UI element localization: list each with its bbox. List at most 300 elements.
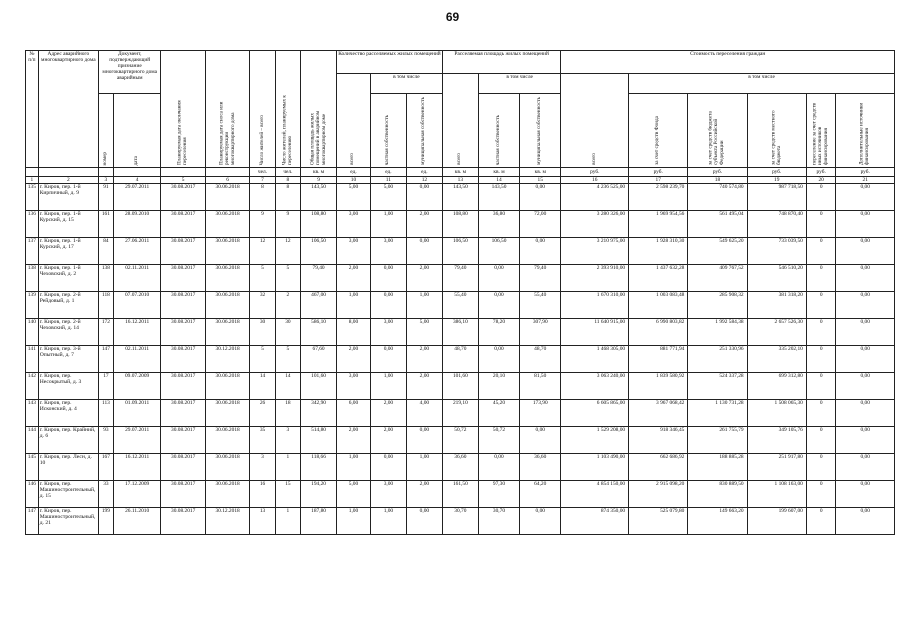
cell-cost-add: 0,00 xyxy=(836,265,895,292)
header-count-municipal: муниципальная собственность xyxy=(406,94,442,168)
cell-cost-total: 2 393 910,00 xyxy=(561,265,629,292)
unit-cell xyxy=(205,168,249,177)
cell-res-plan: 14 xyxy=(275,373,300,400)
cell-doc-no: 91 xyxy=(99,184,114,211)
cell-area-mun: 173,90 xyxy=(520,400,561,427)
cell-cost-extra: 0 xyxy=(806,211,836,238)
header-cost-extra: переселение за счет средств иных источников финансирования xyxy=(806,94,836,168)
cell-cost-fund: 881 771,94 xyxy=(629,346,688,373)
cell-no: 137 xyxy=(26,238,39,265)
cell-res-plan: 30 xyxy=(275,319,300,346)
header-cost-additional: Дополнительные источники финансирования xyxy=(836,94,895,168)
cell-res-total: 35 xyxy=(250,427,275,454)
cell-res-plan: 15 xyxy=(275,481,300,508)
cell-address: г. Киров, пер. 1-й Курский, д. 15 xyxy=(38,211,98,238)
unit-cell xyxy=(161,168,205,177)
table-row xyxy=(26,211,895,238)
cell-cnt-priv: 0,00 xyxy=(370,454,406,481)
cell-demol: 30.06.2018 xyxy=(205,211,249,238)
cell-cost-fund: 1 969 954,56 xyxy=(629,211,688,238)
cell-cnt-priv: 2,00 xyxy=(370,400,406,427)
column-number-cell: 9 xyxy=(301,177,337,184)
cell-cost-local: 546 510,20 xyxy=(747,265,806,292)
cell-doc-date: 29.07.2011 xyxy=(113,184,161,211)
unit-cell: кв. м xyxy=(478,168,519,177)
cell-res-total: 16 xyxy=(250,481,275,508)
cell-address: г. Киров, пер. 1-й Курский, д. 17 xyxy=(38,238,98,265)
column-number-cell: 10 xyxy=(337,177,371,184)
cell-area-priv: 0,00 xyxy=(478,292,519,319)
cell-area-total: 101,60 xyxy=(301,373,337,400)
cell-no: 138 xyxy=(26,265,39,292)
cell-cnt-priv: 0,00 xyxy=(370,292,406,319)
cell-area-rel: 161,50 xyxy=(442,481,478,508)
cell-area-rel: 108,80 xyxy=(442,211,478,238)
cell-cost-add: 0,00 xyxy=(836,400,895,427)
cell-doc-no: 172 xyxy=(99,319,114,346)
cell-cost-total: 4 854 150,00 xyxy=(561,481,629,508)
cell-cnt-total: 1,00 xyxy=(337,454,371,481)
cell-res-plan: 5 xyxy=(275,265,300,292)
cell-doc-date: 28.09.2010 xyxy=(113,211,161,238)
cell-doc-date: 17.12.2009 xyxy=(113,481,161,508)
cell-cost-subj: 561 495,04 xyxy=(688,211,747,238)
cell-area-total: 118,66 xyxy=(301,454,337,481)
cell-reloc: 30.08.2017 xyxy=(161,508,205,535)
cell-cnt-priv: 3,00 xyxy=(370,481,406,508)
cell-cost-subj: 740 574,80 xyxy=(688,184,747,211)
cell-cnt-total: 8,00 xyxy=(337,319,371,346)
table-row xyxy=(26,454,895,481)
cell-cnt-mun: 2,00 xyxy=(406,265,442,292)
cell-cnt-priv: 1,00 xyxy=(370,373,406,400)
cell-area-rel: 79,40 xyxy=(442,265,478,292)
header-doc-number: номер xyxy=(99,94,114,168)
cell-area-mun: 0,00 xyxy=(520,508,561,535)
cell-doc-no: 138 xyxy=(99,265,114,292)
unit-cell: кв. м xyxy=(442,168,478,177)
table-row xyxy=(26,292,895,319)
cell-cost-extra: 0 xyxy=(806,481,836,508)
cell-reloc: 30.08.2017 xyxy=(161,400,205,427)
cell-area-priv: 78,20 xyxy=(478,319,519,346)
header-count-inthat: в том числе xyxy=(370,74,442,94)
cell-address: г. Киров, пер. Машиностроительный, д. 15 xyxy=(38,481,98,508)
cell-no: 145 xyxy=(26,454,39,481)
cell-cost-fund: 1 003 083,48 xyxy=(629,292,688,319)
cell-reloc: 30.08.2017 xyxy=(161,427,205,454)
header-cost-inthat: в том числе xyxy=(629,74,895,94)
header-document: Документ, подтверждающий признание многоквартирного дома аварийным xyxy=(99,51,161,94)
column-number-cell: 13 xyxy=(442,177,478,184)
unit-cell: руб. xyxy=(806,168,836,177)
cell-area-priv: 20,10 xyxy=(478,373,519,400)
cell-area-total: 67,60 xyxy=(301,346,337,373)
cell-demol: 30.06.2018 xyxy=(205,427,249,454)
unit-cell: руб. xyxy=(747,168,806,177)
cell-cost-extra: 0 xyxy=(806,373,836,400)
cell-no: 146 xyxy=(26,481,39,508)
header-residents-total: Число жителей – всего xyxy=(250,51,275,168)
cell-cost-local: 748 870,40 xyxy=(747,211,806,238)
cell-cnt-mun: 4,00 xyxy=(406,400,442,427)
cell-cost-extra: 0 xyxy=(806,346,836,373)
cell-area-rel: 30,70 xyxy=(442,508,478,535)
cell-cost-add: 0,00 xyxy=(836,481,895,508)
cell-cost-extra: 0 xyxy=(806,184,836,211)
column-numbers-row xyxy=(26,177,895,184)
cell-demol: 30.12.2018 xyxy=(205,508,249,535)
table-row xyxy=(26,481,895,508)
cell-cost-subj: 188 885,28 xyxy=(688,454,747,481)
cell-reloc: 30.08.2017 xyxy=(161,373,205,400)
cell-no: 142 xyxy=(26,373,39,400)
cell-res-total: 26 xyxy=(250,400,275,427)
cell-area-priv: 30,70 xyxy=(478,508,519,535)
header-doc-date: дата xyxy=(113,94,161,168)
cell-cnt-priv: 1,00 xyxy=(370,211,406,238)
unit-cell xyxy=(38,168,98,177)
cell-cost-add: 0,00 xyxy=(836,238,895,265)
cell-area-mun: 36,60 xyxy=(520,454,561,481)
cell-cnt-total: 1,00 xyxy=(337,292,371,319)
cell-cost-fund: 2 598 239,70 xyxy=(629,184,688,211)
cell-cost-add: 0,00 xyxy=(836,292,895,319)
cell-cnt-mun: 0,00 xyxy=(406,238,442,265)
cell-no: 141 xyxy=(26,346,39,373)
unit-cell: ед. xyxy=(370,168,406,177)
cell-demol: 30.06.2018 xyxy=(205,238,249,265)
cell-address: г. Киров, пер. 2-й Рейдовый, д. 1 xyxy=(38,292,98,319)
header-total-area: Общая площадь жилых помещений в аварийном многоквартирном доме xyxy=(301,51,337,168)
cell-cost-total: 11 640 915,00 xyxy=(561,319,629,346)
cell-cost-local: 2 657 526,30 xyxy=(747,319,806,346)
cell-cnt-mun: 0,00 xyxy=(406,184,442,211)
cell-cnt-mun: 2,00 xyxy=(406,346,442,373)
cell-cnt-total: 2,00 xyxy=(337,346,371,373)
column-number-cell: 15 xyxy=(520,177,561,184)
cell-area-mun: 79,40 xyxy=(520,265,561,292)
cell-cost-subj: 830 889,50 xyxy=(688,481,747,508)
cell-cost-add: 0,00 xyxy=(836,508,895,535)
cell-cost-total: 3 063 240,00 xyxy=(561,373,629,400)
column-number-cell: 5 xyxy=(161,177,205,184)
cell-cost-local: 1 108 163,00 xyxy=(747,481,806,508)
cell-cost-total: 1 670 310,00 xyxy=(561,292,629,319)
cell-area-mun: 0,00 xyxy=(520,427,561,454)
cell-cnt-total: 6,00 xyxy=(337,400,371,427)
cell-doc-no: 167 xyxy=(99,454,114,481)
cell-cost-total: 1 103 490,00 xyxy=(561,454,629,481)
cell-cost-local: 699 312,80 xyxy=(747,373,806,400)
cell-demol: 30.06.2018 xyxy=(205,292,249,319)
cell-cost-add: 0,00 xyxy=(836,427,895,454)
header-area-total: всего xyxy=(442,74,478,168)
cell-reloc: 30.08.2017 xyxy=(161,454,205,481)
cell-cost-fund: 918 346,45 xyxy=(629,427,688,454)
cell-cost-total: 1 468 305,00 xyxy=(561,346,629,373)
cell-area-priv: 0,00 xyxy=(478,454,519,481)
cell-area-mun: 72,00 xyxy=(520,211,561,238)
column-number-cell: 12 xyxy=(406,177,442,184)
column-number-cell: 11 xyxy=(370,177,406,184)
table-row xyxy=(26,508,895,535)
table-row xyxy=(26,265,895,292)
cell-cost-add: 0,00 xyxy=(836,211,895,238)
cell-cost-fund: 2 915 098,20 xyxy=(629,481,688,508)
cell-area-rel: 50,72 xyxy=(442,427,478,454)
column-number-cell: 14 xyxy=(478,177,519,184)
cell-res-total: 5 xyxy=(250,346,275,373)
cell-doc-no: 84 xyxy=(99,238,114,265)
cell-no: 147 xyxy=(26,508,39,535)
cell-res-total: 12 xyxy=(250,238,275,265)
table-row xyxy=(26,184,895,211)
cell-no: 139 xyxy=(26,292,39,319)
header-cost-subject: за счет средств бюджета субъекта Российской Федерации xyxy=(688,94,747,168)
cell-res-total: 9 xyxy=(250,211,275,238)
cell-res-plan: 5 xyxy=(275,346,300,373)
cell-area-mun: 64,20 xyxy=(520,481,561,508)
table-row xyxy=(26,346,895,373)
cell-cost-local: 733 039,50 xyxy=(747,238,806,265)
column-number-cell: 3 xyxy=(99,177,114,184)
cell-cost-local: 335 202,10 xyxy=(747,346,806,373)
unit-cell: чел. xyxy=(250,168,275,177)
cell-reloc: 30.08.2017 xyxy=(161,292,205,319)
cell-res-plan: 3 xyxy=(275,427,300,454)
cell-cnt-priv: 3,00 xyxy=(370,238,406,265)
unit-cell: руб. xyxy=(629,168,688,177)
cell-cost-extra: 0 xyxy=(806,427,836,454)
cell-cost-fund: 1 839 580,92 xyxy=(629,373,688,400)
cell-cost-add: 0,00 xyxy=(836,319,895,346)
cell-cost-local: 349 105,76 xyxy=(747,427,806,454)
cell-cost-subj: 1 130 731,28 xyxy=(688,400,747,427)
cell-cnt-total: 3,00 xyxy=(337,373,371,400)
cell-no: 135 xyxy=(26,184,39,211)
cell-cnt-priv: 0,00 xyxy=(370,265,406,292)
unit-cell: руб. xyxy=(836,168,895,177)
cell-cnt-total: 3,00 xyxy=(337,238,371,265)
cell-doc-date: 01.09.2011 xyxy=(113,400,161,427)
unit-cell: руб. xyxy=(561,168,629,177)
cell-cost-fund: 662 686,92 xyxy=(629,454,688,481)
header-area-municipal: муниципальная собственность xyxy=(520,94,561,168)
cell-address: г. Киров, пер. Несокрытый, д. 3 xyxy=(38,373,98,400)
header-area-private: частная собственность xyxy=(478,94,519,168)
cell-doc-no: 118 xyxy=(99,292,114,319)
cell-reloc: 30.08.2017 xyxy=(161,238,205,265)
header-address: Адрес аварийного многоквартирного дома xyxy=(38,51,98,168)
cell-demol: 30.06.2018 xyxy=(205,373,249,400)
cell-res-total: 3 xyxy=(250,454,275,481)
cell-cost-subj: 251 330,96 xyxy=(688,346,747,373)
unit-cell: руб. xyxy=(688,168,747,177)
header-cost-fund: за счет средств Фонда xyxy=(629,94,688,168)
cell-doc-date: 26.11.2010 xyxy=(113,508,161,535)
cell-address: г. Киров, пер. 2-й Чеховский, д. 14 xyxy=(38,319,98,346)
unit-cell: кв. м xyxy=(520,168,561,177)
cell-area-priv: 50,72 xyxy=(478,427,519,454)
header-count-private: частная собственность xyxy=(370,94,406,168)
table-row xyxy=(26,238,895,265)
cell-cost-local: 199 607,00 xyxy=(747,508,806,535)
cell-cnt-priv: 5,00 xyxy=(370,184,406,211)
header-residents-planned: Число жителей, планируемых к переселению xyxy=(275,51,300,168)
cell-area-priv: 143,50 xyxy=(478,184,519,211)
cell-cost-subj: 261 755,79 xyxy=(688,427,747,454)
cell-area-rel: 143,50 xyxy=(442,184,478,211)
cell-res-total: 32 xyxy=(250,292,275,319)
cell-area-total: 467,00 xyxy=(301,292,337,319)
cell-cnt-total: 5,00 xyxy=(337,184,371,211)
cell-no: 136 xyxy=(26,211,39,238)
cell-cost-local: 987 718,50 xyxy=(747,184,806,211)
cell-demol: 30.12.2018 xyxy=(205,346,249,373)
cell-cost-extra: 0 xyxy=(806,508,836,535)
cell-demol: 30.06.2018 xyxy=(205,400,249,427)
cell-res-plan: 9 xyxy=(275,211,300,238)
cell-cnt-total: 3,00 xyxy=(337,211,371,238)
cell-demol: 30.06.2018 xyxy=(205,454,249,481)
unit-cell xyxy=(99,168,114,177)
cell-doc-no: 93 xyxy=(99,427,114,454)
cell-area-total: 108,80 xyxy=(301,211,337,238)
cell-cnt-mun: 1,00 xyxy=(406,292,442,319)
cell-res-total: 8 xyxy=(250,184,275,211)
column-number-cell: 8 xyxy=(275,177,300,184)
cell-cnt-priv: 1,00 xyxy=(370,508,406,535)
cell-cnt-mun: 0,00 xyxy=(406,508,442,535)
unit-cell: ед. xyxy=(406,168,442,177)
column-number-cell: 4 xyxy=(113,177,161,184)
cell-reloc: 30.08.2017 xyxy=(161,184,205,211)
cell-doc-date: 16.12.2011 xyxy=(113,454,161,481)
cell-doc-date: 07.07.2010 xyxy=(113,292,161,319)
header-area-inthat: в том числе xyxy=(478,74,561,94)
cell-area-rel: 101,60 xyxy=(442,373,478,400)
cell-doc-no: 199 xyxy=(99,508,114,535)
cell-doc-no: 147 xyxy=(99,346,114,373)
cell-cost-total: 874 350,00 xyxy=(561,508,629,535)
cell-res-total: 13 xyxy=(250,508,275,535)
cell-no: 140 xyxy=(26,319,39,346)
table-row xyxy=(26,427,895,454)
column-number-cell: 20 xyxy=(806,177,836,184)
cell-cost-subj: 409 767,52 xyxy=(688,265,747,292)
unit-cell: ед. xyxy=(337,168,371,177)
cell-no: 143 xyxy=(26,400,39,427)
cell-cost-fund: 6 990 803,82 xyxy=(629,319,688,346)
cell-area-rel: 55,40 xyxy=(442,292,478,319)
cell-reloc: 30.08.2017 xyxy=(161,211,205,238)
cell-cost-local: 381 318,20 xyxy=(747,292,806,319)
cell-address: г. Киров, пер. Крайний, д. 6 xyxy=(38,427,98,454)
cell-address: г. Киров, пер. 1-й Чеховский, д. 2 xyxy=(38,265,98,292)
column-number-cell: 2 xyxy=(38,177,98,184)
cell-area-total: 106,50 xyxy=(301,238,337,265)
cell-res-plan: 2 xyxy=(275,292,300,319)
cell-cost-local: 1 508 065,30 xyxy=(747,400,806,427)
cell-doc-no: 17 xyxy=(99,373,114,400)
cell-cnt-mun: 1,00 xyxy=(406,454,442,481)
cell-cnt-mun: 5,00 xyxy=(406,319,442,346)
cell-address: г. Киров, пер. Лесн, д. 10 xyxy=(38,454,98,481)
unit-cell xyxy=(113,168,161,177)
header-area-group: Расселяемая площадь жилых помещений xyxy=(442,51,561,74)
header-count-total: всего xyxy=(337,74,371,168)
header-cost-total: всего xyxy=(561,74,629,168)
cell-address: г. Киров, пер. Машиностроительный, д. 21 xyxy=(38,508,98,535)
cell-area-total: 79,40 xyxy=(301,265,337,292)
table-body xyxy=(26,184,895,535)
cell-cost-subj: 524 337,28 xyxy=(688,373,747,400)
cell-demol: 30.06.2018 xyxy=(205,184,249,211)
cell-cnt-total: 2,00 xyxy=(337,427,371,454)
cell-cost-subj: 1 992 584,38 xyxy=(688,319,747,346)
cell-address: г. Киров, пер. Исконский, д. 4 xyxy=(38,400,98,427)
cell-area-priv: 0,00 xyxy=(478,346,519,373)
column-number-cell: 7 xyxy=(250,177,275,184)
cell-cnt-priv: 0,00 xyxy=(370,346,406,373)
cell-area-rel: 36,60 xyxy=(442,454,478,481)
cell-cnt-mun: 0,00 xyxy=(406,427,442,454)
header-cost-group: Стоимость переселения граждан xyxy=(561,51,895,74)
header-count-group: Количество расселяемых жилых помещений xyxy=(337,51,443,74)
cell-demol: 30.06.2018 xyxy=(205,481,249,508)
cell-cost-total: 3 280 326,00 xyxy=(561,211,629,238)
cell-cost-subj: 149 663,20 xyxy=(688,508,747,535)
cell-doc-date: 29.07.2011 xyxy=(113,427,161,454)
column-number-cell: 17 xyxy=(629,177,688,184)
cell-res-plan: 1 xyxy=(275,454,300,481)
cell-address: г. Киров, пер. 1-й Кирпичный, д. 9 xyxy=(38,184,98,211)
cell-cnt-mun: 2,00 xyxy=(406,481,442,508)
cell-reloc: 30.08.2017 xyxy=(161,319,205,346)
header-planned-demolition: Планируемая дата сноса или реконструкции многоквартирного дома xyxy=(205,51,249,168)
cell-area-mun: 81,50 xyxy=(520,373,561,400)
cell-reloc: 30.08.2017 xyxy=(161,481,205,508)
cell-cost-add: 0,00 xyxy=(836,346,895,373)
cell-cost-extra: 0 xyxy=(806,400,836,427)
cell-area-total: 187,80 xyxy=(301,508,337,535)
table-row xyxy=(26,319,895,346)
cell-cost-add: 0,00 xyxy=(836,184,895,211)
table-row xyxy=(26,400,895,427)
cell-area-total: 194,20 xyxy=(301,481,337,508)
cell-doc-no: 113 xyxy=(99,400,114,427)
unit-cell: чел. xyxy=(275,168,300,177)
cell-reloc: 30.08.2017 xyxy=(161,346,205,373)
cell-area-mun: 55,40 xyxy=(520,292,561,319)
cell-no: 144 xyxy=(26,427,39,454)
cell-cnt-priv: 2,00 xyxy=(370,427,406,454)
cell-doc-date: 09.07.2009 xyxy=(113,373,161,400)
relocation-table xyxy=(25,50,895,535)
cell-area-priv: 106,50 xyxy=(478,238,519,265)
cell-cost-fund: 1 928 310,30 xyxy=(629,238,688,265)
cell-res-plan: 8 xyxy=(275,184,300,211)
cell-doc-date: 16.12.2011 xyxy=(113,319,161,346)
cell-res-total: 30 xyxy=(250,319,275,346)
cell-cnt-total: 2,00 xyxy=(337,265,371,292)
cell-area-priv: 45,20 xyxy=(478,400,519,427)
cell-cost-local: 251 917,80 xyxy=(747,454,806,481)
cell-cost-add: 0,00 xyxy=(836,454,895,481)
cell-area-total: 514,80 xyxy=(301,427,337,454)
cell-cnt-mun: 2,00 xyxy=(406,211,442,238)
